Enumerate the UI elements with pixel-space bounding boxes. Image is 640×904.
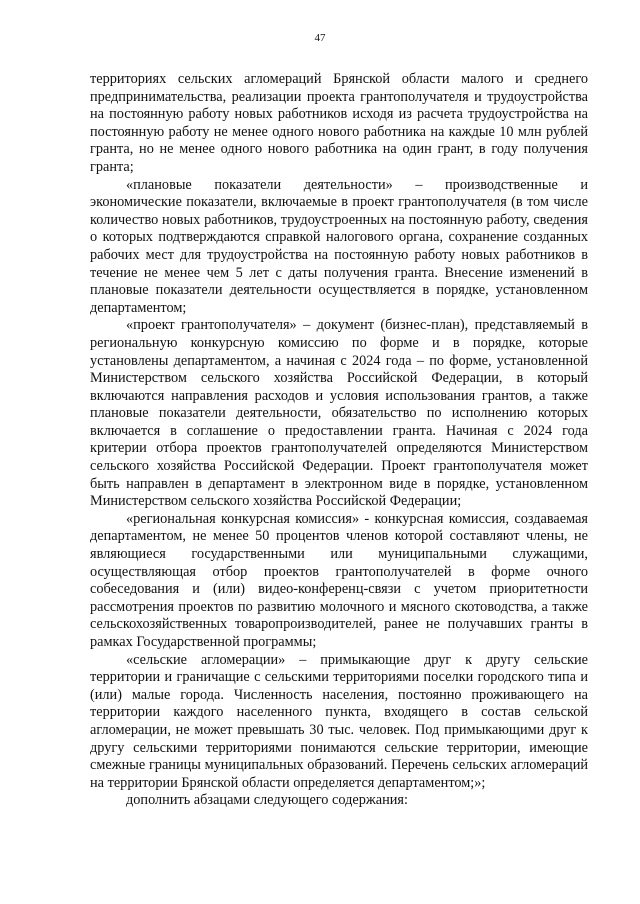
document-body [90, 71, 588, 810]
paragraph-continuation: территориях сельских агломераций Брянской области малого и среднего предпринимательства, реализации проекта грантополучателя и трудоустройства на постоянную работу новых работников исходя из расчета трудоустройства на постоянную работу не менее одного нового работника на каждые 10 млн рублей гранта, но не менее одного нового работника на один грант, в году получения гранта; [90, 71, 588, 175]
paragraph-regional-commission: «региональная конкурсная комиссия» - конкурсная комиссия, создаваемая департаментом, не менее 50 процентов членов которой составляют члены, не являющиеся государственными или муниципальными служащими, осуществляющая отбор проектов грантополучателей в форме очного собеседования и (или) видео-конференц-связи с учетом приоритетности рассмотрения проектов по развитию молочного и мясного скотоводства, а также сельскохозяйственных товаропроизводителей, ранее не получавших гранты в рамках Государственной программы; [90, 510, 588, 650]
paragraph-rural-agglomerations: «сельские агломерации» – примыкающие друг к другу сельские территории и граничащие с сельскими территориями поселки городского типа и (или) малые города. Численность населения, постоянно проживающего на территории каждого населенного пункта, входящего в состав сельской агломерации, не может превышать 30 тыс. человек. Под примыкающими друг к другу сельскими территориями понимаются сельские территории, имеющие смежные границы муниципальных образований. Перечень сельских агломераций на территории Брянской области определяется департаментом;»; [90, 651, 588, 791]
paragraph-amendment-intro: дополнить абзацами следующего содержания: [126, 792, 408, 809]
paragraph-grantee-project: «проект грантополучателя» – документ (бизнес-план), представляемый в региональную конкурсную комиссию по форме и в порядке, которые установлены департаментом, а начиная с 2024 года – по форме, установленной Министерством сельского хозяйства Российской Федерации, в который включаются направления расходов и условия использования грантов, а также плановые показатели деятельности, обязательство по исполнению которых включается в соглашение о предоставлении гранта. Начиная с 2024 года критерии отбора проектов грантополучателей определяются Министерством сельского хозяйства Российской Федерации. Проект грантополучателя может быть направлен в департамент в электронном виде в порядке, установленном Министерством сельского хозяйства Российской Федерации; [90, 317, 588, 510]
page-number: 47 [314, 32, 326, 44]
paragraph-planned-indicators: «плановые показатели деятельности» – производственные и экономические показатели, включаемые в проект грантополучателя (в том числе количество новых работников, трудоустроенных на постоянную работу, сведения о которых подтверждаются справкой налогового органа, сохранение созданных рабочих мест для трудоустройства на постоянную работу новых работников в течение не менее чем 5 лет с даты получения гранта. Внесение изменений в плановые показатели деятельности осуществляется в порядке, установленном департаментом; [90, 176, 588, 316]
